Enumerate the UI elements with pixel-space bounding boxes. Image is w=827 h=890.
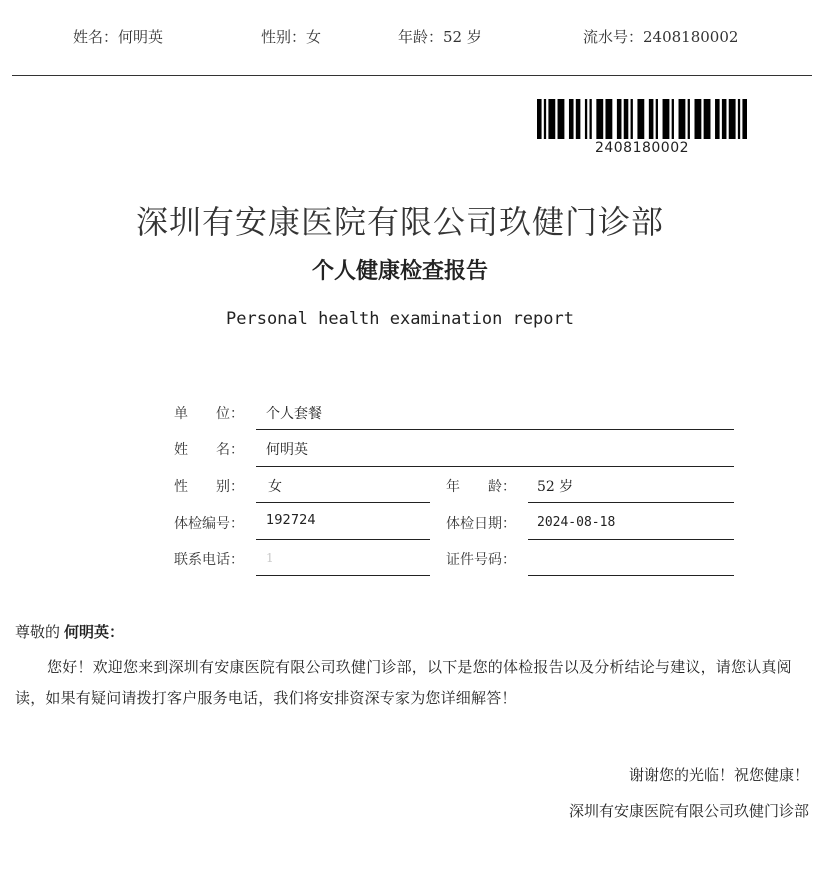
phone-label: 联系电话： — [174, 552, 244, 568]
barcode-bar — [596, 99, 603, 139]
barcode-bar — [672, 99, 674, 139]
barcode-bar — [738, 99, 740, 139]
unit-underline — [256, 429, 734, 430]
report-title: 个人健康检查报告 — [311, 259, 488, 284]
barcode-bar — [605, 99, 612, 139]
barcode-bar — [631, 99, 633, 139]
barcode-bar — [558, 99, 565, 139]
exam-date-underline — [528, 539, 734, 540]
barcode-bar — [544, 99, 546, 139]
closing-thanks: 谢谢您的光临！祝您健康！ — [628, 766, 809, 784]
hospital-name: 深圳有安康医院有限公司玖健门诊部 — [135, 203, 664, 241]
barcode-bar — [722, 99, 727, 139]
barcode-bar — [715, 99, 720, 139]
barcode-bar — [729, 99, 736, 139]
report-subtitle-english: Personal health examination report — [226, 309, 574, 329]
header-patient-name: 姓名：何明英 — [73, 28, 164, 46]
exam-number-label: 体检编号： — [174, 516, 244, 532]
exam-number-value: 192724 — [266, 513, 316, 528]
barcode-bar — [585, 99, 587, 139]
header-age: 年龄：52 岁 — [398, 28, 482, 46]
header-serial-number: 流水号：2408180002 — [583, 28, 739, 46]
phone-underline — [256, 575, 430, 576]
closing-signature: 深圳有安康医院有限公司玖健门诊部 — [568, 802, 809, 820]
unit-label: 单 位： — [174, 406, 244, 422]
exam-number-underline — [256, 539, 430, 540]
salutation-recipient: 何明英： — [64, 623, 125, 641]
letter-body: 您好！欢迎您来到深圳有安康医院有限公司玖健门诊部，以下是您的体检报告以及分析结论与建议，请您认真阅读，如果有疑问请拨打客户服务电话，我们将安排资深专家为您详细解答！ — [15, 658, 792, 707]
gender-label: 性 别： — [174, 479, 244, 495]
barcode-bar — [663, 99, 670, 139]
phone-value: 1 — [266, 551, 274, 565]
age-underline — [528, 502, 734, 503]
exam-date-label: 体检日期： — [446, 516, 516, 532]
header-divider — [12, 75, 812, 76]
gender-underline — [256, 502, 430, 503]
exam-date-value: 2024-08-18 — [537, 515, 616, 530]
barcode-bar — [656, 99, 658, 139]
name-value: 何明英 — [266, 442, 308, 458]
barcode-bar — [679, 99, 686, 139]
barcode-bar — [688, 99, 690, 139]
unit-value: 个人套餐 — [266, 406, 322, 422]
barcode-bar — [624, 99, 629, 139]
barcode-bar — [590, 99, 592, 139]
id-number-label: 证件号码： — [446, 552, 516, 568]
name-underline — [256, 466, 734, 467]
barcode-bar — [537, 99, 542, 139]
header-gender: 性别：女 — [261, 28, 322, 46]
gender-value: 女 — [268, 479, 282, 495]
salutation — [15, 621, 124, 642]
barcode-bar — [637, 99, 644, 139]
barcode-bar — [742, 99, 747, 139]
barcode-bars — [537, 99, 747, 139]
barcode — [537, 99, 747, 159]
age-value: 52 岁 — [537, 479, 574, 495]
barcode-bar — [569, 99, 574, 139]
barcode-bar — [695, 99, 702, 139]
barcode-bar — [649, 99, 654, 139]
id-number-underline — [528, 575, 734, 576]
name-label: 姓 名： — [174, 442, 244, 458]
age-label: 年 龄： — [446, 479, 516, 495]
barcode-bar — [704, 99, 711, 139]
barcode-number: 2408180002 — [594, 140, 690, 156]
barcode-bar — [617, 99, 622, 139]
barcode-bar — [576, 99, 581, 139]
barcode-bar — [548, 99, 555, 139]
salutation-greeting: 尊敬的 — [15, 623, 61, 641]
